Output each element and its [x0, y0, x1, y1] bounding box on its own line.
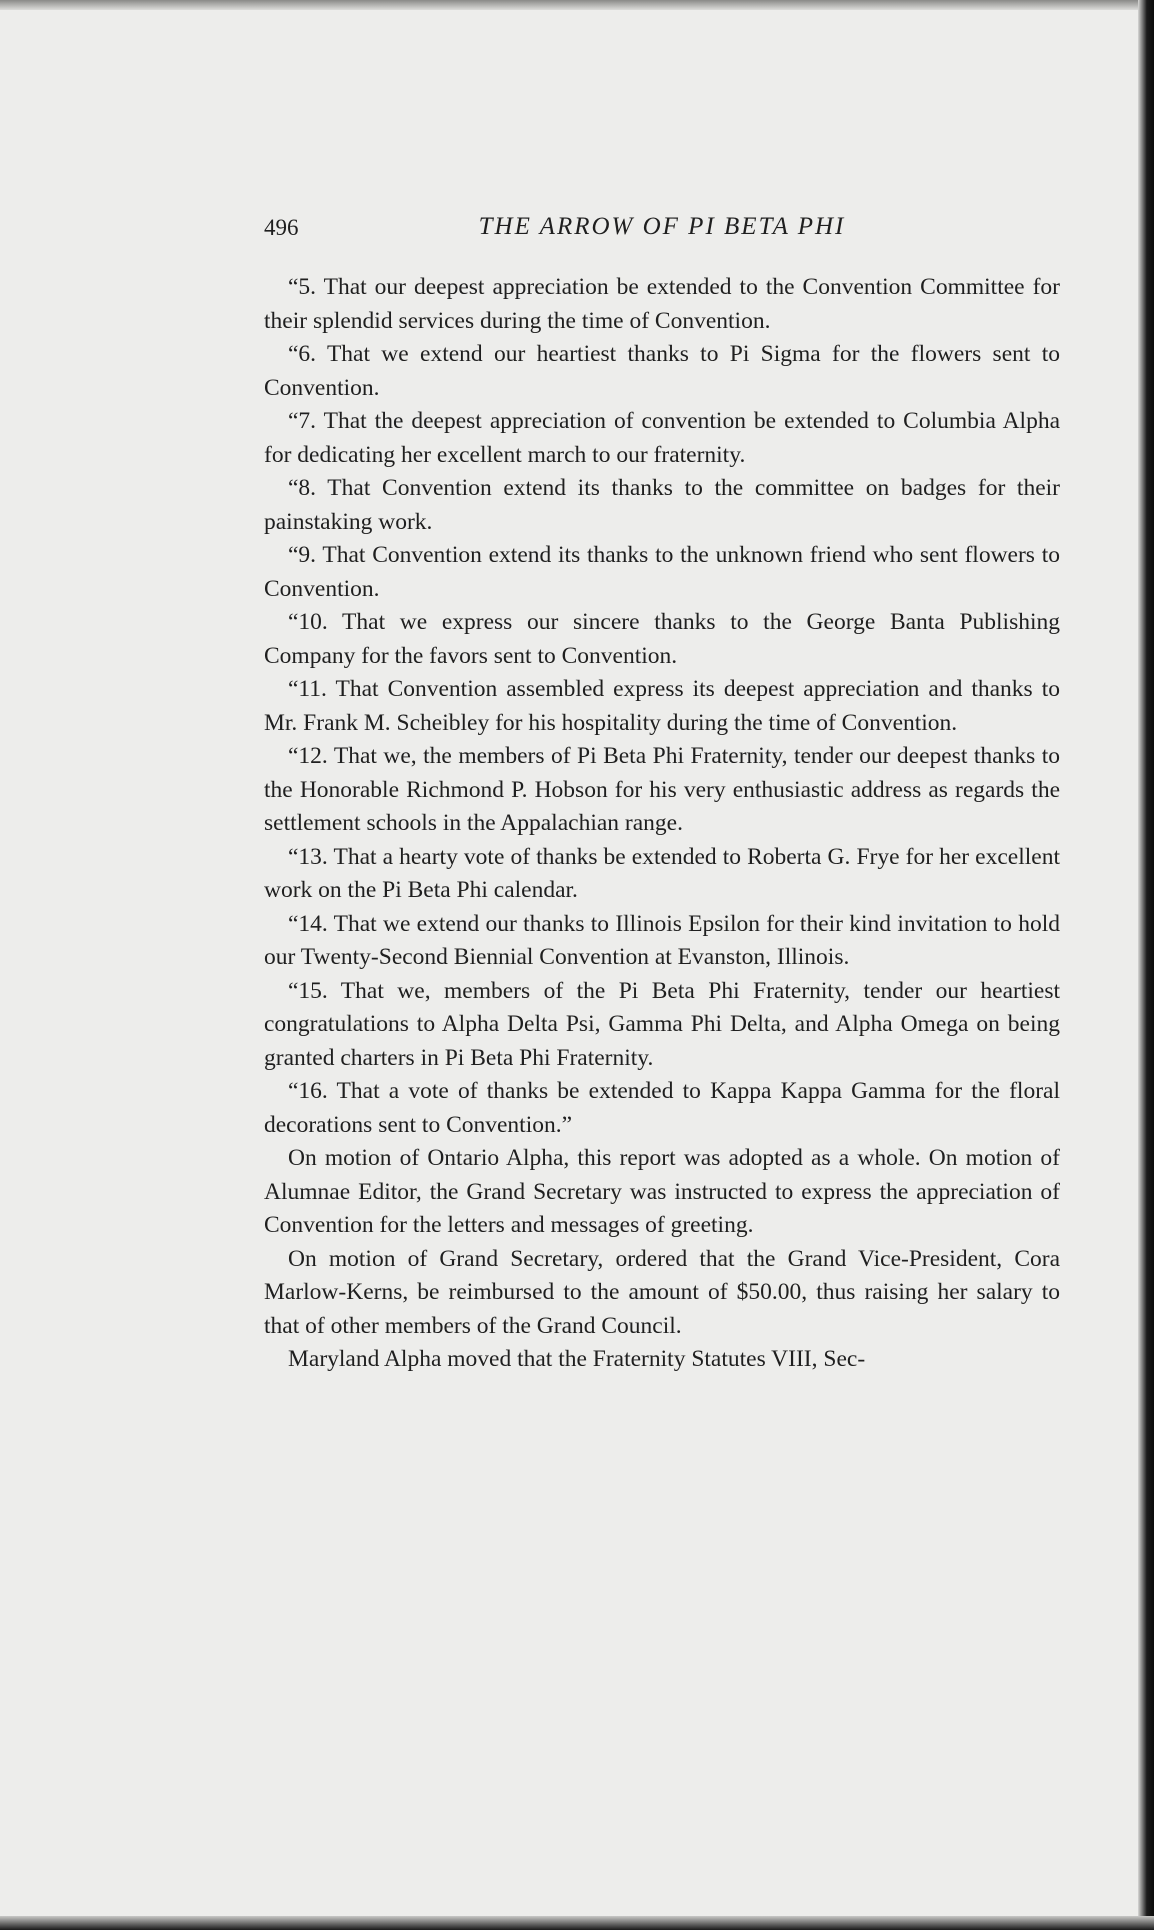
- resolution-10: “10. That we express our sincere thanks to the George Banta Publishing Company for the favors sent to Convention.: [264, 609, 1060, 669]
- resolution-6: “6. That we extend our heartiest thanks to Pi Sigma for the flowers sent to Convention.: [264, 341, 1060, 401]
- resolution-14: “14. That we extend our thanks to Illinois Epsilon for their kind invitation to hold our Twenty-Second Biennial Convention at Evanston, Illinois.: [264, 910, 1060, 970]
- resolution-5: “5. That our deepest appreciation be extended to the Convention Committee for their splendid services during the time of Convention.: [264, 274, 1060, 334]
- resolution-11: “11. That Convention assembled express its deepest appreciation and thanks to Mr. Frank M. Scheibley for his hospitality during the time of Convention.: [264, 676, 1060, 736]
- resolution-16: “16. That a vote of thanks be extended to Kappa Kappa Gamma for the floral decorations sent to Convention.”: [264, 1078, 1060, 1138]
- scan-top-edge: [0, 0, 1154, 10]
- resolution-8: “8. That Convention extend its thanks to the committee on badges for their painstaking work.: [264, 475, 1060, 535]
- motion-maryland-alpha: Maryland Alpha moved that the Fraternity Statutes VIII, Sec-: [288, 1346, 866, 1372]
- running-head: [264, 207, 1060, 247]
- motion-ontario-alpha: On motion of Ontario Alpha, this report was adopted as a whole. On motion of Alumnae Editor, the Grand Secretary was instructed to express the appreciation of Convention for the letters and messages of greeting.: [264, 1145, 1060, 1238]
- resolution-7: “7. That the deepest appreciation of convention be extended to Columbia Alpha for dedicating her excellent march to our fraternity.: [264, 408, 1060, 468]
- resolution-15: “15. That we, members of the Pi Beta Phi Fraternity, tender our heartiest congratulations to Alpha Delta Psi, Gamma Phi Delta, and Alpha Omega on being granted charters in Pi Beta Phi Fraternity.: [264, 977, 1060, 1071]
- scan-right-edge: [1138, 0, 1154, 1930]
- scan-bottom-edge: [0, 1916, 1154, 1930]
- resolution-12: “12. That we, the members of Pi Beta Phi Fraternity, tender our deepest thanks to the Honorable Richmond P. Hobson for his very enthusiastic address as regards the settlement schools in the Appalachian range.: [264, 743, 1060, 836]
- journal-title: THE ARROW OF PI BETA PHI: [478, 213, 846, 240]
- resolution-13: “13. That a hearty vote of thanks be extended to Roberta G. Frye for her excellent work on the Pi Beta Phi calendar.: [264, 843, 1060, 903]
- motion-grand-secretary: On motion of Grand Secretary, ordered that the Grand Vice-President, Cora Marlow-Kerns, be reimbursed to the amount of $50.00, thus raising her salary to that of other members of the Grand Council.: [264, 1245, 1060, 1339]
- page-text-block: [264, 207, 1060, 1377]
- resolution-9: “9. That Convention extend its thanks to the unknown friend who sent flowers to Convention.: [264, 542, 1060, 602]
- page-number: 496: [264, 215, 299, 240]
